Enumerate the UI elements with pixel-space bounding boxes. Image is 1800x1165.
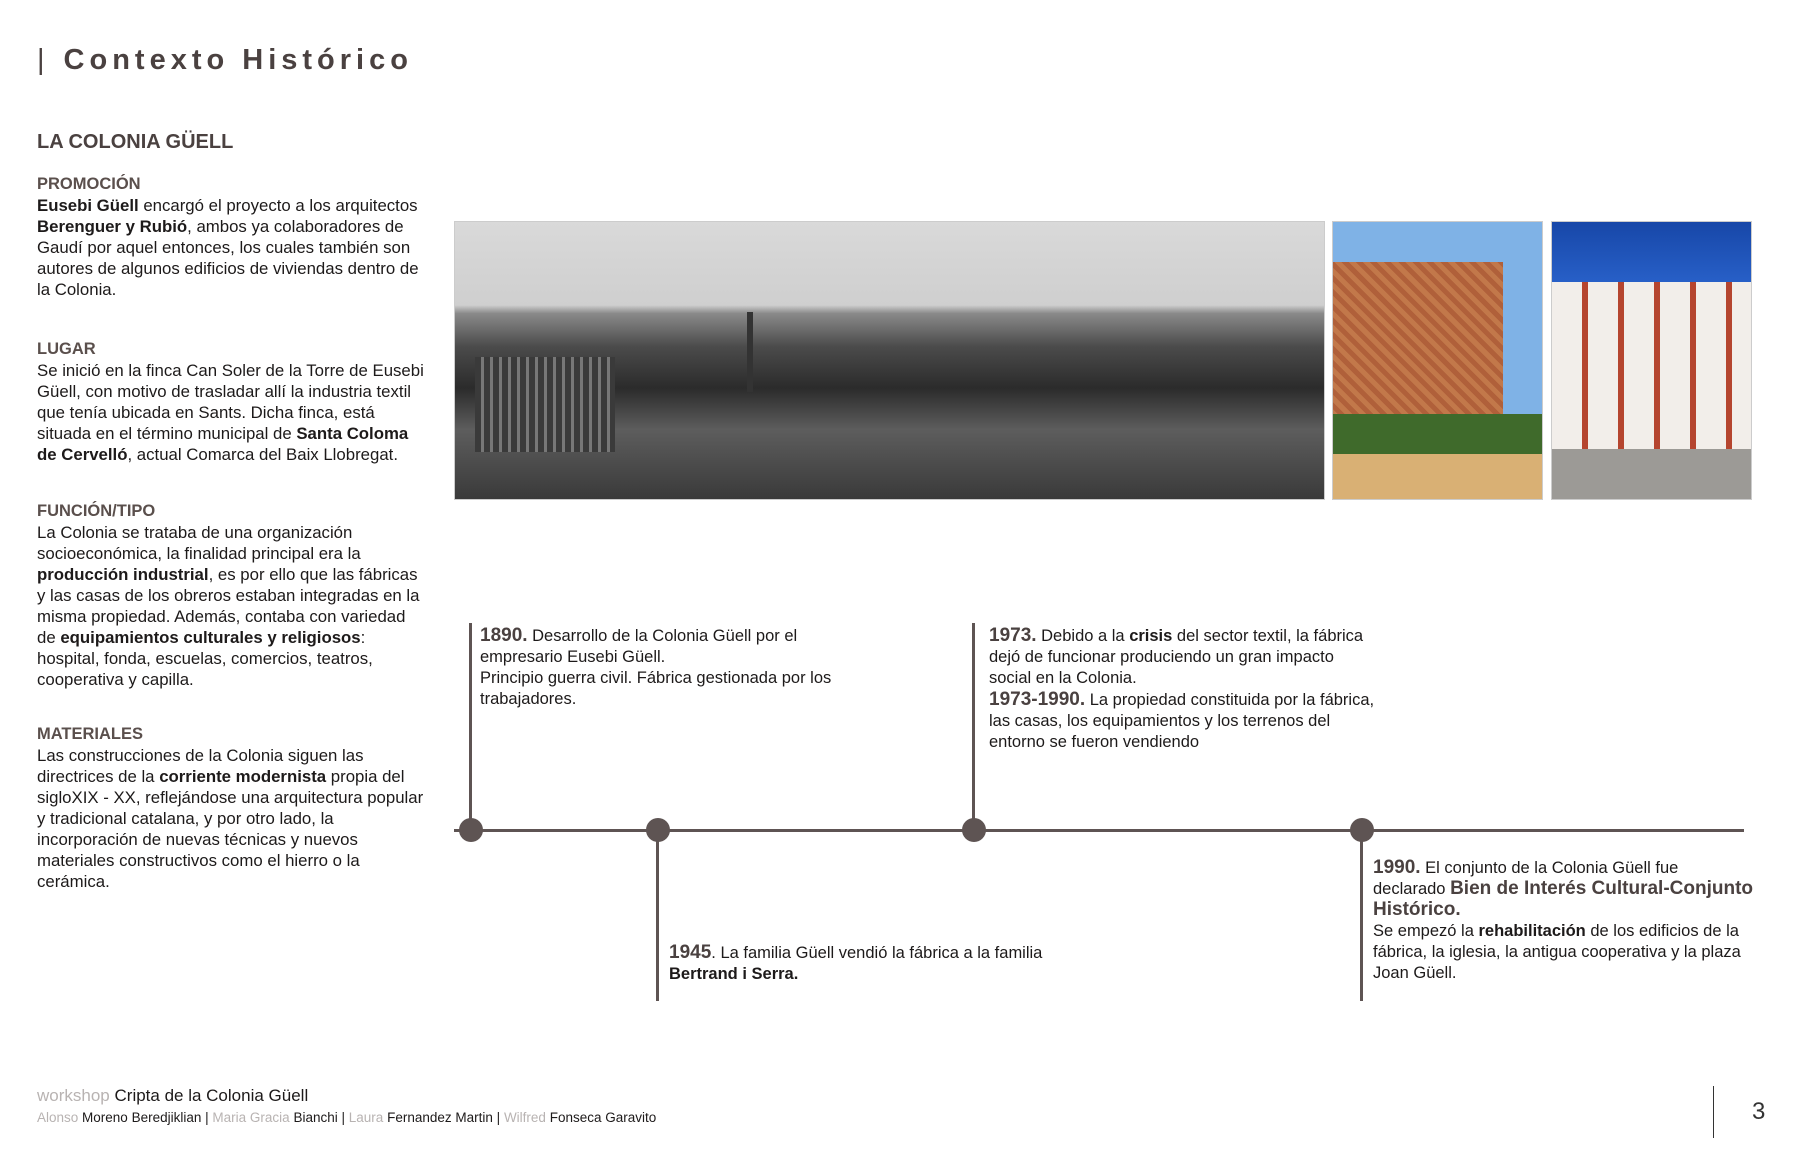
bold-text: equipamientos culturales y religiosos <box>60 628 361 647</box>
author-last-name: Bianchi <box>293 1110 338 1125</box>
text: . La familia Güell vendió la fábrica a la familia <box>711 944 1043 962</box>
event-year: 1973-1990. <box>989 689 1086 710</box>
author-separator: | <box>205 1110 209 1125</box>
text: Se inició en la finca Can Soler de la Torre de Eusebi Güell, con motivo de trasladar allí la industria textil que tenía ubicada en Sants. Dicha finca, está situada en el término municipal de <box>37 361 424 443</box>
event-year: 1990. <box>1373 857 1421 878</box>
section-body <box>37 195 427 300</box>
event-year: 1890. <box>480 625 528 646</box>
section-body <box>37 745 427 892</box>
main-heading: LA COLONIA GÜELL <box>37 131 234 153</box>
text: La Colonia se trataba de una organización socioeconómica, la finalidad principal era la <box>37 523 361 563</box>
text: , actual Comarca del Baix Llobregat. <box>127 445 398 464</box>
timeline-stem-1973 <box>972 623 975 830</box>
text: Las construcciones de la Colonia siguen las directrices de la <box>37 746 364 786</box>
author-last-name: Moreno Beredjiklian <box>82 1110 202 1125</box>
bold-text: rehabilitación <box>1478 922 1586 940</box>
bold-text: Berenguer y Rubió <box>37 217 188 236</box>
section-lugar <box>37 339 427 465</box>
bold-text: Bertrand i Serra. <box>669 965 799 983</box>
timeline-stem-1990 <box>1360 830 1363 1001</box>
brick-tower-photo <box>1332 221 1543 500</box>
text: La propiedad constituida por la fábrica, las casas, los equipamientos y los terrenos del entorno se fueron vendiendo <box>989 691 1375 751</box>
timeline-event-1973 <box>989 625 1379 753</box>
section-heading: FUNCIÓN/TIPO <box>37 502 156 520</box>
workshop-name: Cripta de la Colonia Güell <box>114 1086 309 1105</box>
text: , ambos ya colaboradores de Gaudí por aquel entonces, los cuales también son autores de algunos edificios de viviendas dentro de la Colonia. <box>37 217 419 299</box>
timeline-event-1945 <box>669 942 1069 985</box>
timeline-event-1890 <box>480 625 860 710</box>
text: : hospital, fonda, escuelas, comercios, teatros, cooperativa y capilla. <box>37 628 373 689</box>
text: , es por ello que las fábricas y las casas de los obreros estaban integradas en la misma propiedad. Además, contaba con variedad de <box>37 565 420 647</box>
bold-text: Santa Coloma de Cervelló <box>37 424 409 464</box>
author-first-name: Wilfred <box>503 1110 546 1125</box>
bold-text: crisis <box>1129 627 1173 645</box>
section-body <box>37 522 427 690</box>
author-last-name: Fernandez Martin <box>387 1110 493 1125</box>
bold-text: Eusebi Güell <box>37 196 139 215</box>
text: Se empezó la <box>1373 922 1479 940</box>
timeline-dot-1945 <box>646 818 670 842</box>
author-first-name: Laura <box>348 1110 384 1125</box>
text: propia del sigloXIX - XX, reflejándose una arquitectura popular y tradicional catalana, y por otro lado, la incorporación de nuevas técnicas y nuevos materiales constructivos como el hierro o la cerámica. <box>37 767 424 891</box>
timeline-dot-1890 <box>459 818 483 842</box>
section-body <box>37 360 427 465</box>
section-heading: PROMOCIÓN <box>37 175 141 193</box>
section-heading: MATERIALES <box>37 725 144 743</box>
footer-workshop <box>37 1086 308 1106</box>
workshop-label: workshop <box>37 1086 110 1105</box>
timeline-event-1990 <box>1373 857 1753 984</box>
text: encargó el proyecto a los arquitectos <box>138 196 418 215</box>
timeline-dot-1973 <box>962 818 986 842</box>
event-year: 1945 <box>669 942 712 963</box>
page-number: 3 <box>1752 1098 1766 1125</box>
factory-facade-photo <box>1551 221 1752 500</box>
section-heading: LUGAR <box>37 340 96 358</box>
text: El conjunto de la Colonia Güell fue declarado <box>1373 859 1679 898</box>
text: Principio guerra civil. Fábrica gestionada por los trabajadores. <box>480 669 832 708</box>
footer-authors <box>37 1110 656 1125</box>
event-year: 1973. <box>989 625 1037 646</box>
text: de los edificios de la fábrica, la iglesia, la antigua cooperativa y la plaza Joan Güell. <box>1373 922 1741 982</box>
timeline-stem-1890 <box>469 623 472 830</box>
highlight-text: Bien de Interés Cultural-Conjunto Histórico. <box>1373 878 1754 920</box>
title-bar: | <box>37 44 50 76</box>
timeline-dot-1990 <box>1350 818 1374 842</box>
author-separator: | <box>496 1110 501 1125</box>
section-promocion <box>37 174 427 300</box>
page-title <box>37 44 413 77</box>
text: del sector textil, la fábrica dejó de funcionar produciendo un gran impacto social en la Colonia. <box>989 627 1364 687</box>
author-first-name: Alonso <box>37 1110 79 1125</box>
page-number-divider <box>1713 1086 1714 1138</box>
author-first-name: Maria Gracia <box>212 1110 290 1125</box>
author-last-name: Fonseca Garavito <box>549 1110 657 1125</box>
text: Debido a la <box>1036 627 1130 645</box>
timeline-stem-1945 <box>656 830 659 1001</box>
bold-text: corriente modernista <box>159 767 327 786</box>
section-funcion <box>37 501 427 690</box>
bold-text: producción industrial <box>37 565 209 584</box>
text: Desarrollo de la Colonia Güell por el empresario Eusebi Güell. <box>480 627 798 666</box>
section-materiales <box>37 724 427 892</box>
title-text: Contexto Histórico <box>63 44 413 76</box>
historic-panorama-photo <box>454 221 1325 500</box>
author-separator: | <box>341 1110 346 1125</box>
